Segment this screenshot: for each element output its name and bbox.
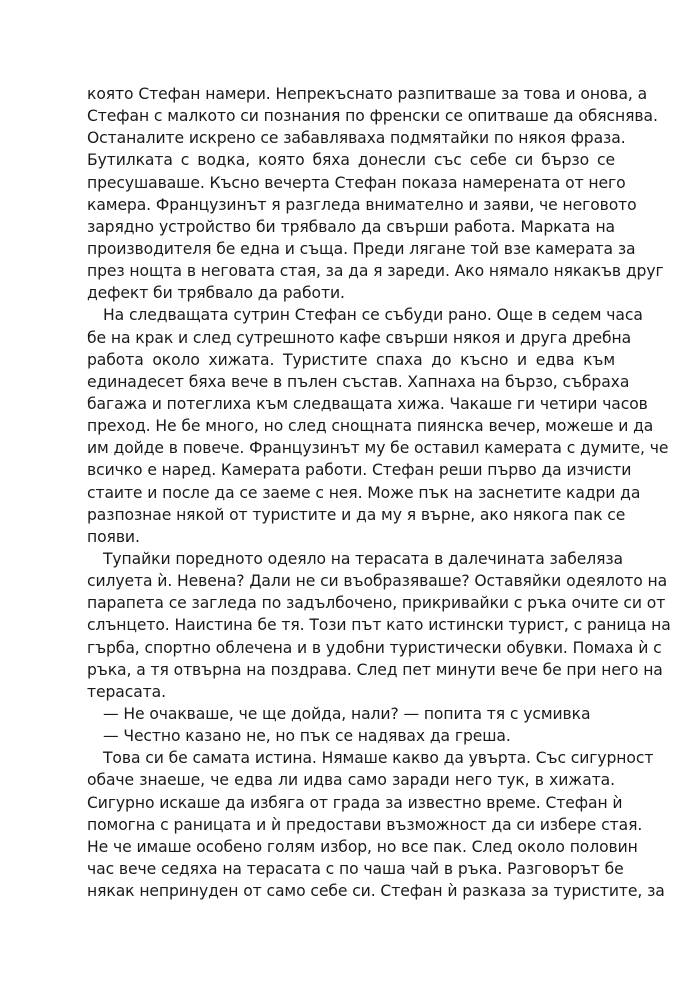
text-line: багажа и потеглиха към следващата хижа. Чакаше ги четири часов — [87, 394, 648, 413]
text-line: обаче знаеше, че едва ли идва само заради него тук, в хижата. — [87, 771, 615, 790]
text-line: която Стефан намери. Непрекъснато разпитваше за това и онова, а — [87, 85, 648, 103]
text-line: Това си бе самата истина. Нямаше какво да увърта. Със сигурност — [103, 749, 654, 768]
text-line: час вече седяха на терасата с по чаша чай в ръка. Разговорът бе — [87, 859, 624, 878]
text-line: помогна с раницата и ѝ предостави възможност да си избере стая. — [87, 815, 643, 834]
text-line: работа около хижата. Туристите спаха до късно и едва към — [87, 350, 615, 369]
text-line: някак непринуден от само себе си. Стефан ѝ разказа за туристите, за — [87, 882, 665, 901]
text-line: единадесет бяха вече в пълен състав. Хапнаха на бързо, събраха — [87, 372, 630, 391]
text-line: парапета се загледа по задълбочено, прикривайки с ръка очите си от — [87, 594, 666, 613]
text-line: преход. Не бе много, но след снощната пиянска вечер, можеше и да — [87, 417, 654, 436]
text-line: бе на крак и след сутрешното кафе свърши някоя и друга дребна — [87, 328, 632, 347]
text-line: ръка, а тя отвърна на поздрава. След пет минути вече бе при него на — [87, 660, 663, 679]
text-line: Сигурно искаше да избяга от града за известно време. Стефан ѝ — [87, 793, 623, 812]
text-line: през нощта в неговата стая, за да я зареди. Ако нямало някакъв друг — [87, 262, 664, 281]
text-line: пресушаваше. Късно вечерта Стефан показа намерената от него — [87, 173, 626, 192]
text-line: Бутилката с водка, която бяха донесли със себе си бързо се — [87, 151, 615, 170]
text-line: Стефан с малкото си познания по френски се опитваше да обяснява. — [87, 107, 658, 126]
book-page — [87, 83, 671, 902]
text-line: — Не очакваше, че ще дойда, нали? — попита тя с усмивка — [103, 704, 591, 723]
text-line: появи. — [87, 527, 140, 546]
text-line: гърба, спортно облечена и в удобни туристически обувки. Помаха ѝ с — [87, 638, 662, 657]
text-line: На следващата сутрин Стефан се събуди рано. Още в седем часа — [103, 306, 643, 325]
text-line: всичко е наред. Камерата работи. Стефан реши първо да изчисти — [87, 461, 632, 480]
text-line: — Честно казано не, но пък се надявах да греша. — [103, 727, 511, 746]
text-line: терасата. — [87, 682, 166, 701]
text-line: слънцето. Наистина бе тя. Този път като истински турист, с раница на — [87, 616, 671, 635]
text-line: разпознае някой от туристите и да му я върне, ако някога пак се — [87, 505, 626, 524]
text-line: стаите и после да се заеме с нея. Може пък на заснетите кадри да — [87, 483, 641, 502]
text-line: зарядно устройство би трябвало да свърши работа. Марката на — [87, 217, 615, 236]
text-line: Не че имаше особено голям избор, но все пак. След около половин — [87, 837, 638, 856]
text-line: Тупайки поредното одеяло на терасата в далечината забеляза — [103, 549, 623, 568]
text-line: дефект би трябвало да работи. — [87, 284, 345, 303]
text-line: производителя бе една и съща. Преди лягане той взе камерата за — [87, 239, 636, 258]
text-line: камера. Французинът я разгледа внимателно и заяви, че неговото — [87, 195, 637, 214]
text-line: Останалите искрено се забавляваха подмятайки по някоя фраза. — [87, 129, 626, 148]
text-line: силуета ѝ. Невена? Дали не си въобразяваше? Оставяйки одеялото на — [87, 572, 668, 591]
text-line: им дойде в повече. Французинът му бе оставил камерата с думите, че — [87, 439, 669, 458]
